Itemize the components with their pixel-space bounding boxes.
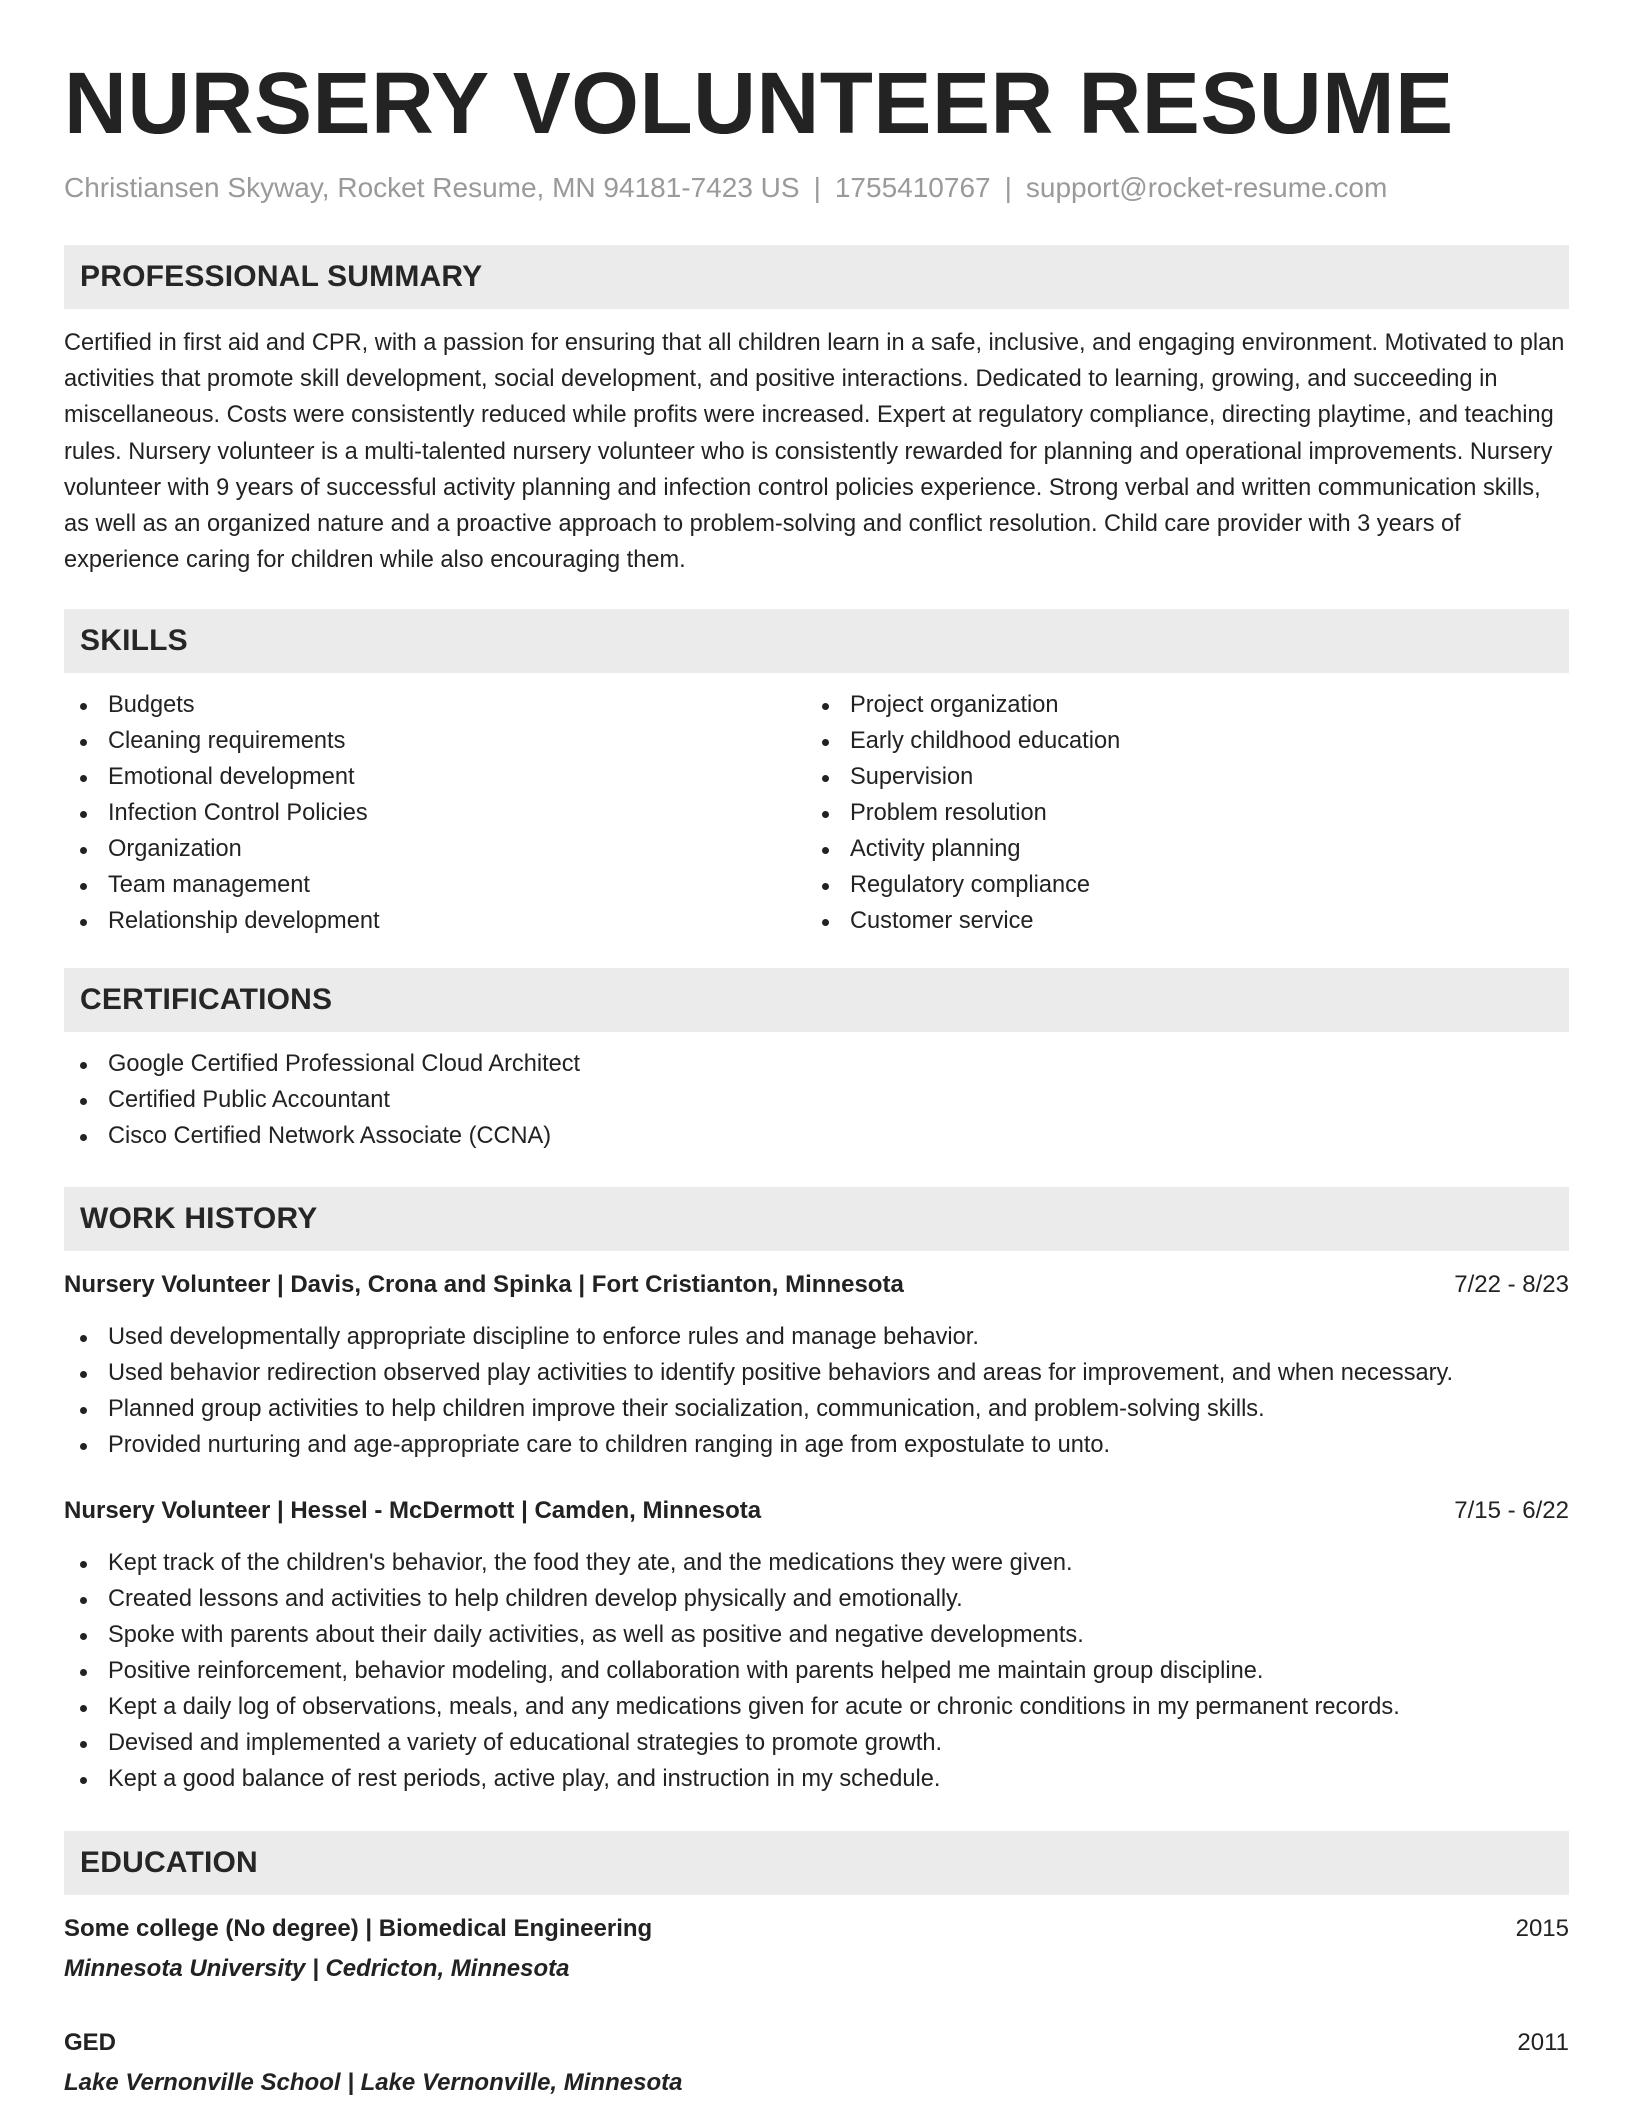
certifications-list bbox=[64, 1046, 1569, 1154]
skill-item: Regulatory compliance bbox=[806, 867, 1548, 903]
resume-page bbox=[64, 52, 1569, 2101]
job-duty: Kept a daily log of observations, meals, and any medications given for acute or chronic conditions in my permanent records. bbox=[64, 1689, 1569, 1725]
skills-heading: SKILLS bbox=[64, 609, 1569, 673]
education-school: Lake Vernonville School | Lake Vernonville, Minnesota bbox=[64, 2069, 683, 2097]
education-header bbox=[64, 2025, 1569, 2061]
skills-list bbox=[64, 687, 1569, 939]
contact-address: Christiansen Skyway, Rocket Resume, MN 94181-7423 US bbox=[64, 172, 800, 203]
certification-item: Certified Public Accountant bbox=[64, 1082, 1569, 1118]
skill-item: Budgets bbox=[64, 687, 806, 723]
job-duty: Kept a good balance of rest periods, active play, and instruction in my schedule. bbox=[64, 1761, 1569, 1797]
skill-item: Cleaning requirements bbox=[64, 723, 806, 759]
education-year: 2011 bbox=[1517, 2029, 1569, 2057]
job-duty: Kept track of the children's behavior, the food they ate, and the medications they were given. bbox=[64, 1545, 1569, 1581]
education-degree: Some college (No degree) | Biomedical Engineering bbox=[64, 1915, 653, 1943]
job-duty: Provided nurturing and age-appropriate care to children ranging in age from expostulate to unto. bbox=[64, 1427, 1569, 1463]
skill-item: Emotional development bbox=[64, 759, 806, 795]
skill-item: Activity planning bbox=[806, 831, 1548, 867]
skill-item: Organization bbox=[64, 831, 806, 867]
certification-item: Cisco Certified Network Associate (CCNA) bbox=[64, 1118, 1569, 1154]
job-title: Nursery Volunteer | Davis, Crona and Spinka | Fort Cristianton, Minnesota bbox=[64, 1271, 904, 1299]
job-entry bbox=[64, 1493, 1569, 1797]
skill-item: Early childhood education bbox=[806, 723, 1548, 759]
job-dates: 7/22 - 8/23 bbox=[1454, 1271, 1569, 1299]
education-degree: GED bbox=[64, 2029, 117, 2057]
contact-separator: | bbox=[813, 172, 821, 203]
job-duty: Devised and implemented a variety of educational strategies to promote growth. bbox=[64, 1725, 1569, 1761]
education-heading: EDUCATION bbox=[64, 1831, 1569, 1895]
job-entry bbox=[64, 1267, 1569, 1463]
job-duties-list bbox=[64, 1545, 1569, 1797]
job-header bbox=[64, 1267, 1569, 1303]
work-history-heading: WORK HISTORY bbox=[64, 1187, 1569, 1251]
contact-separator: | bbox=[1004, 172, 1012, 203]
skills-column-left bbox=[64, 687, 806, 939]
job-duty: Positive reinforcement, behavior modeling, and collaboration with parents helped me maintain group discipline. bbox=[64, 1653, 1569, 1689]
contact-line bbox=[64, 170, 1569, 206]
summary-text: Certified in first aid and CPR, with a passion for ensuring that all children learn in a safe, inclusive, and engaging environment. Motivated to plan activities that promote skill development, social development, and positive interactions. Dedicated to learning, growing, and succeeding in miscellaneous. Costs were consistently reduced while profits were increased. Expert at regulatory compliance, directing playtime, and teaching rules. Nursery volunteer is a multi-talented nursery volunteer who is consistently rewarded for planning and operational improvements. Nursery volunteer with 9 years of successful activity planning and infection control policies experience. Strong verbal and written communication skills, as well as an organized nature and a proactive approach to problem-solving and conflict resolution. Child care provider with 3 years of experience caring for children while also encouraging them. bbox=[64, 330, 1565, 574]
skills-column-right bbox=[806, 687, 1548, 939]
summary-heading: PROFESSIONAL SUMMARY bbox=[64, 245, 1569, 309]
job-duty: Spoke with parents about their daily activities, as well as positive and negative developments. bbox=[64, 1617, 1569, 1653]
education-school: Minnesota University | Cedricton, Minnesota bbox=[64, 1955, 570, 1983]
education-year: 2015 bbox=[1515, 1915, 1569, 1943]
skill-item: Problem resolution bbox=[806, 795, 1548, 831]
job-duty: Planned group activities to help children improve their socialization, communication, and problem-solving skills. bbox=[64, 1391, 1569, 1427]
job-duty: Created lessons and activities to help children develop physically and emotionally. bbox=[64, 1581, 1569, 1617]
contact-email: support@rocket-resume.com bbox=[1025, 172, 1388, 203]
job-title: Nursery Volunteer | Hessel - McDermott | Camden, Minnesota bbox=[64, 1497, 762, 1525]
skill-item: Team management bbox=[64, 867, 806, 903]
education-entry bbox=[64, 1911, 1569, 1987]
skill-item: Infection Control Policies bbox=[64, 795, 806, 831]
job-duties-list bbox=[64, 1319, 1569, 1463]
skill-item: Relationship development bbox=[64, 903, 806, 939]
job-duty: Used behavior redirection observed play activities to identify positive behaviors and areas for improvement, and when necessary. bbox=[64, 1355, 1569, 1391]
education-header bbox=[64, 1911, 1569, 1947]
job-dates: 7/15 - 6/22 bbox=[1454, 1497, 1569, 1525]
education-entry bbox=[64, 2025, 1569, 2101]
job-duty: Used developmentally appropriate discipline to enforce rules and manage behavior. bbox=[64, 1319, 1569, 1355]
skill-item: Supervision bbox=[806, 759, 1548, 795]
skill-item: Customer service bbox=[806, 903, 1548, 939]
skill-item: Project organization bbox=[806, 687, 1548, 723]
resume-title: NURSERY VOLUNTEER RESUME bbox=[64, 55, 1454, 152]
contact-phone: 1755410767 bbox=[834, 172, 991, 203]
job-header bbox=[64, 1493, 1569, 1529]
certification-item: Google Certified Professional Cloud Architect bbox=[64, 1046, 1569, 1082]
certifications-heading: CERTIFICATIONS bbox=[64, 968, 1569, 1032]
